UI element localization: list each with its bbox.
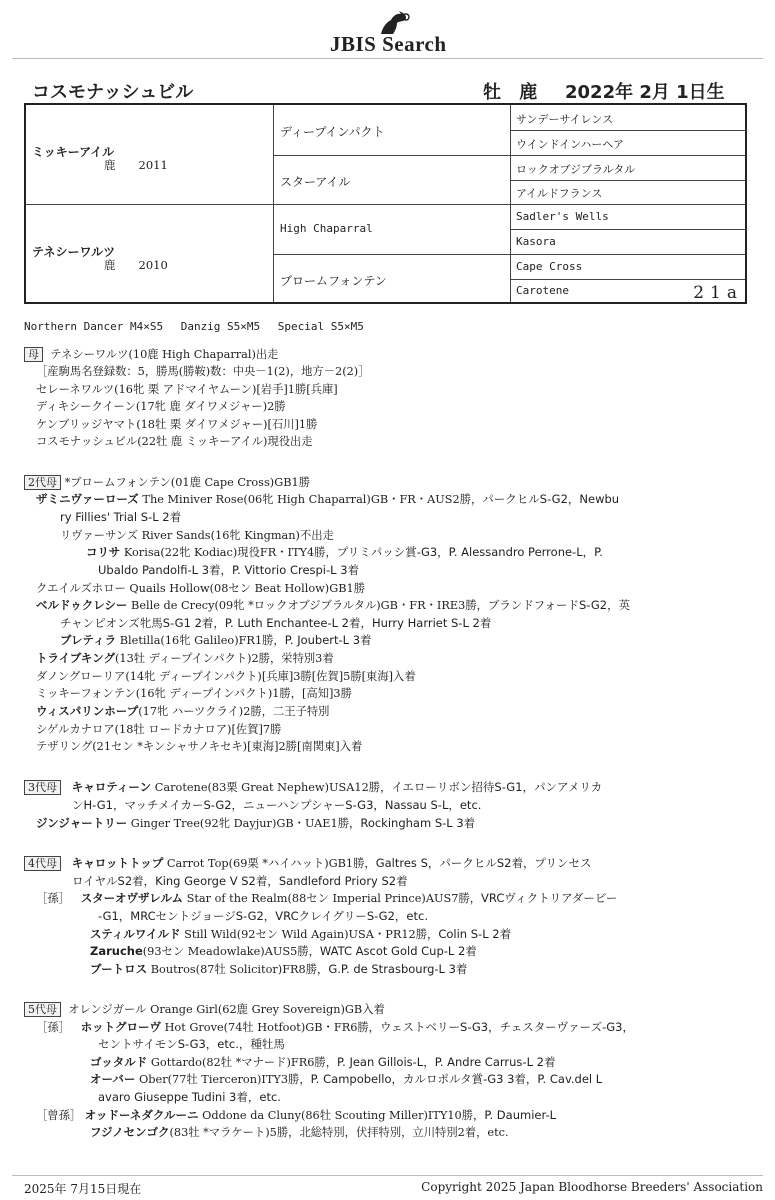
- dam-details: 鹿 2010: [104, 258, 168, 272]
- list-item: リヴァーサンズ River Sands(16牝 Kingman)不出走: [60, 529, 334, 542]
- gen3-3[interactable]: ロックオブジブラルタル: [516, 163, 636, 176]
- footer-copyright: Copyright 2025 Japan Bloodhorse Breeders' Association: [421, 1180, 763, 1194]
- list-item: ウィスパリンホープ(17牝 ハーツクライ)2勝，二王子特別: [36, 704, 330, 718]
- list-item: 4代母 キャロットトップ Carrot Top(69栗 *ハイハット)GB1勝，Galtres S，パークヒルS2着，プリンセス: [24, 855, 592, 872]
- horse-birth-date: 2022年 2月 1日生: [565, 82, 725, 103]
- gen2-dam-dam[interactable]: ブロームフォンテン: [280, 274, 387, 288]
- list-item: ブートロス Boutros(87牡 Solicitor)FR8勝，G.P. de Strasbourg-L 3着: [90, 962, 468, 976]
- jbis-logo[interactable]: [330, 10, 460, 54]
- list-item: ジンジャートリー Ginger Tree(92牝 Dayjur)GB・UAE1勝，Rockingham S-L 3着: [36, 816, 476, 830]
- list-item: シゲルカナロア(18牡 ロードカナロア)[佐賀]7勝: [36, 723, 282, 736]
- gen3-2[interactable]: ウインドインハーヘア: [516, 138, 625, 151]
- family-number: 21a: [693, 283, 743, 303]
- pedigree-table: [24, 103, 747, 304]
- list-item: コスモナッシュビル(22牡 鹿 ミッキーアイル)現役出走: [36, 435, 313, 448]
- list-item: ［孫］ ホットグローヴ Hot Grove(74牡 Hotfoot)GB・FR6勝，ウェストベリーS-G3，チェスターヴァーズ-G3，: [36, 1020, 634, 1034]
- section-tag-3rd-dam: 3代母: [24, 780, 61, 795]
- footer-date: 2025年 7月15日現在: [24, 1182, 142, 1196]
- list-item: ミッキーフォンテン(16牝 ディープインパクト)1勝，[高知]3勝: [36, 687, 352, 700]
- list-item: ［産駒馬名登録数：5，勝馬(勝鞍)数：中央－1(2)，地方－2(2)］: [36, 365, 370, 378]
- list-item: クエイルズホロー Quails Hollow(08セン Beat Hollow)GB1勝: [36, 582, 366, 595]
- list-item: ブレティラ Bletilla(16牝 Galileo)FR1勝，P. Joubert-L 3着: [60, 633, 372, 647]
- inbreeding-summary: Northern Dancer M4×S5 Danzig S5×M5 Special S5×M5: [24, 320, 364, 333]
- list-item: チャンピオンズ牝馬S-G1 2着，P. Luth Enchantee-L 2着，Hurry Harriet S-L 2着: [60, 616, 492, 630]
- list-item: ［孫］ スターオヴザレルム Star of the Realm(88セン Imperial Prince)AUS7勝，VRCヴィクトリアダービー: [36, 891, 618, 905]
- dam-name[interactable]: テネシーワルツ: [32, 245, 116, 259]
- gen3-8[interactable]: Carotene: [516, 284, 569, 297]
- sire-name[interactable]: ミッキーアイル: [32, 145, 115, 159]
- footer-divider: [12, 1175, 763, 1176]
- list-item: 母 テネシーワルツ(10鹿 High Chaparral)出走: [24, 346, 278, 363]
- header-divider: [12, 58, 763, 59]
- list-item: ry Fillies' Trial S-L 2着: [60, 510, 182, 524]
- list-item: セントサイモンS-G3，etc.，種牡馬: [98, 1037, 285, 1051]
- gen2-sire-dam[interactable]: スターアイル: [280, 175, 351, 189]
- list-item: ザミニヴァーローズ The Miniver Rose(06牝 High Chaparral)GB・FR・AUS2勝，パークヒルS-G2，Newbu: [36, 492, 620, 506]
- list-item: ［曾孫］ オッドーネダクルーニ Oddone da Cluny(86牡 Scouting Miller)ITY10勝，P. Daumier-L: [36, 1108, 557, 1122]
- gen3-5[interactable]: Sadler's Wells: [516, 210, 609, 223]
- list-item: 5代母 オレンジガール Orange Girl(62鹿 Grey Sovereign)GB入着: [24, 1001, 385, 1018]
- section-tag-4th-dam: 4代母: [24, 856, 61, 871]
- list-item: 3代母 キャロティーン Carotene(83栗 Great Nephew)USA12勝，イエローリボン招待S-G1，パンアメリカ: [24, 779, 602, 796]
- section-tag-5th-dam: 5代母: [24, 1002, 61, 1017]
- list-item: スティルワイルド Still Wild(92セン Wild Again)USA・PR12勝，Colin S-L 2着: [90, 927, 512, 941]
- gen3-4[interactable]: アイルドフランス: [516, 187, 603, 200]
- list-item: ゴッタルド Gottardo(82牡 *マナード)FR6勝，P. Jean Gillois-L，P. Andre Carrus-L 2着: [90, 1055, 556, 1069]
- list-item: テザリング(21セン *キンシャサノキセキ)[東海]2勝[南関東]入着: [36, 740, 363, 753]
- list-item: トライブキング(13牡 ディープインパクト)2勝，栄特別3着: [36, 651, 334, 665]
- list-item: オーバー Ober(77牡 Tierceron)ITY3勝，P. Campobello，カルロポルタ賞-G3 3着，P. Cav.del L: [90, 1072, 603, 1086]
- horse-sex-color: 牡 鹿: [483, 82, 544, 103]
- list-item: フジノセンゴク(83牡 *マラケート)5勝，北総特別，伏拝特別，立川特別2着，etc.: [90, 1125, 509, 1139]
- list-item: 2代母 *ブロームフォンテン(01鹿 Cape Cross)GB1勝: [24, 474, 310, 491]
- sire-details: 鹿 2011: [104, 158, 168, 172]
- list-item: ディキシークイーン(17牝 鹿 ダイワメジャー)2勝: [36, 400, 286, 413]
- gen2-sire-sire[interactable]: ディープインパクト: [280, 125, 385, 139]
- list-item: ロイヤルS2着，King George V S2着，Sandleford Priory S2着: [72, 874, 408, 888]
- list-item: コリサ Korisa(22牝 Kodiac)現役FR・ITY4勝，プリミパッシ賞-G3，P. Alessandro Perrone-L，P.: [86, 545, 603, 559]
- list-item: Zaruche(93セン Meadowlake)AUS5勝，WATC Ascot Gold Cup-L 2着: [90, 944, 477, 958]
- list-item: セレーネワルツ(16牝 栗 アドマイヤムーン)[岩手]1勝[兵庫]: [36, 383, 338, 396]
- list-item: ベルドゥクレシー Belle de Crecy(09牝 *ロックオブジブラルタル)GB・FR・IRE3勝，ブランドフォードS-G2，英: [36, 598, 631, 612]
- list-item: ダノングローリア(14牝 ディープインパクト)[兵庫]3勝[佐賀]5勝[東海]入着: [36, 670, 416, 683]
- section-tag-2nd-dam: 2代母: [24, 475, 61, 490]
- logo-text: JBIS Search: [330, 32, 447, 56]
- gen3-7[interactable]: Cape Cross: [516, 260, 583, 273]
- list-item: -G1，MRCセントジョージS-G2，VRCクレイグリーS-G2，etc.: [98, 909, 428, 923]
- horse-name: コスモナッシュビル: [32, 82, 194, 103]
- section-tag-dam: 母: [24, 347, 43, 362]
- list-item: Ubaldo Pandolfi-L 3着，P. Vittorio Crespi-L 3着: [98, 563, 360, 577]
- list-item: avaro Giuseppe Tudini 3着，etc.: [98, 1090, 281, 1104]
- list-item: ケンブリッジヤマト(18牡 栗 ダイワメジャー)[石川]1勝: [36, 418, 318, 431]
- gen2-dam-sire[interactable]: High Chaparral: [280, 222, 373, 235]
- gen3-1[interactable]: サンデーサイレンス: [516, 113, 614, 126]
- list-item: ンH-G1，マッチメイカーS-G2，ニューハンプシャーS-G3，Nassau S-L，etc.: [72, 798, 482, 812]
- gen3-6[interactable]: Kasora: [516, 235, 556, 248]
